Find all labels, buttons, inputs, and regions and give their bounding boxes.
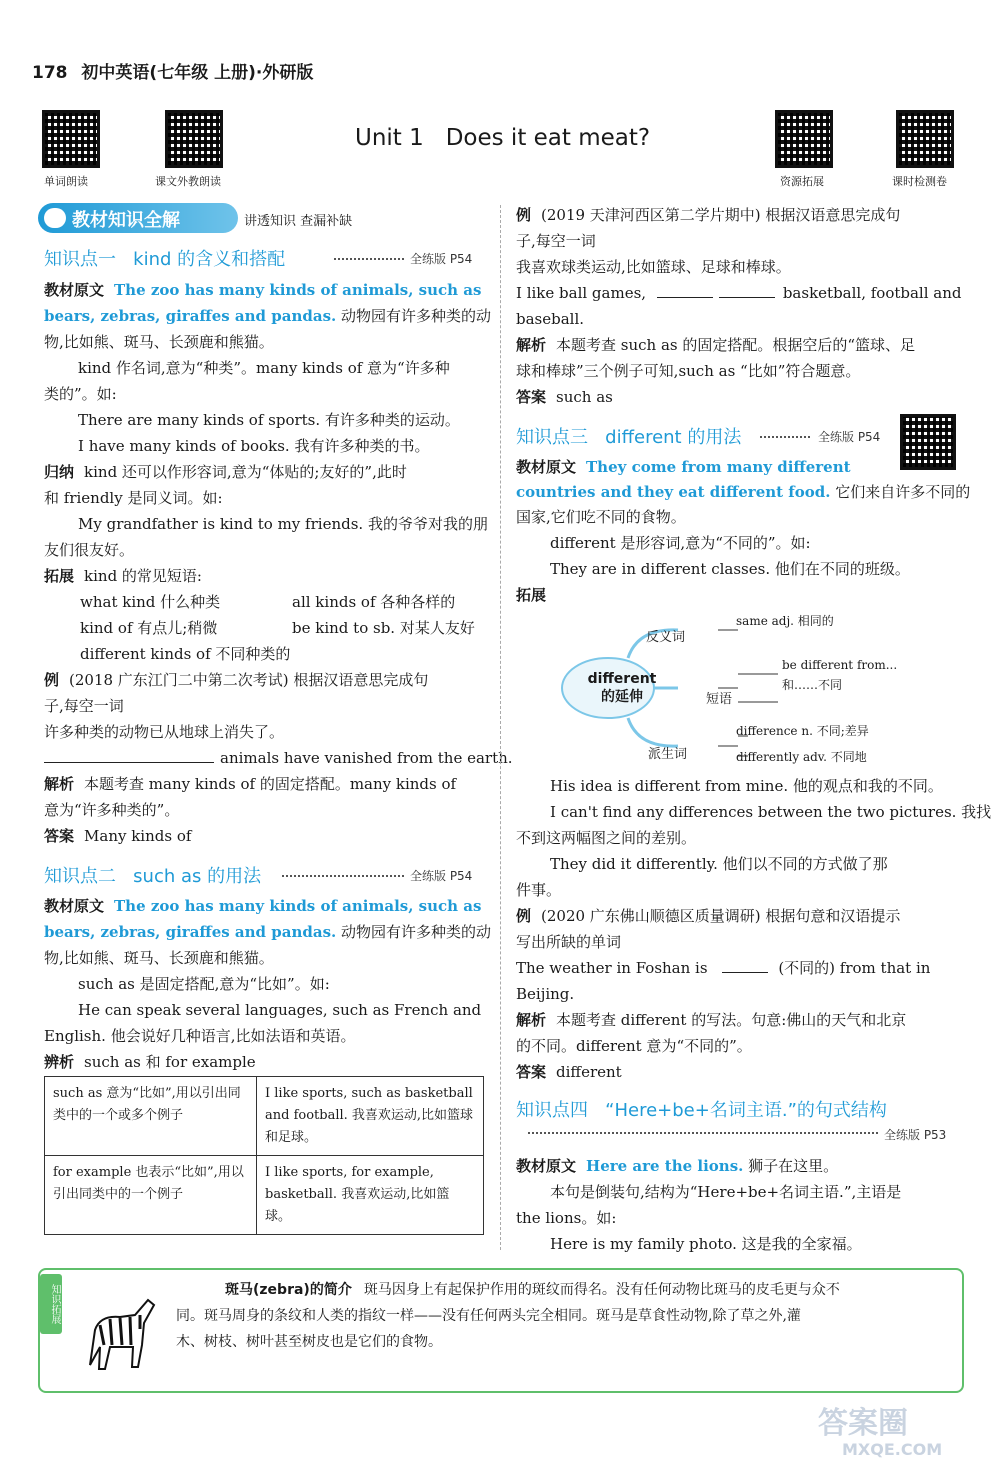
kp3-exercise: 例 (2020 广东佛山顺德区质量调研) 根据句意和汉语提示	[516, 907, 901, 925]
kp3-orig-line3: 国家,它们吃不同的食物。	[516, 508, 686, 526]
kp1-text: 和 friendly 是同义词。如:	[44, 489, 223, 507]
kp3-example: They are in different classes. 他们在不同的班级。	[550, 560, 910, 578]
zebra-icon	[70, 1285, 160, 1385]
mind-leaf: same adj. 相同的	[736, 614, 834, 628]
rt-text: 球和棒球”三个例子可知,such as “比如”符合题意。	[516, 362, 861, 380]
kp1-answer: 答案 Many kinds of	[44, 827, 192, 845]
phrase: all kinds of 各种各样的	[292, 593, 456, 611]
mind-center-line: 的延伸	[601, 689, 643, 705]
kp2-orig-line1: 教材原文 The zoo has many kinds of animals, such as	[44, 897, 482, 915]
kp1-text: 意为“许多种类的”。	[44, 801, 180, 819]
kp1-text: 许多种类的动物已从地球上消失了。	[44, 723, 285, 741]
watermark-url: MXQE.COM	[842, 1440, 943, 1459]
dotted-leader	[282, 875, 404, 877]
table-cell: I like sports, for example, basketball. 我喜欢运动,比如篮球。	[257, 1156, 484, 1235]
kp1-example: My grandfather is kind to my friends. 我的爷爷对我的朋	[78, 515, 488, 533]
rt-answer: 答案 such as	[516, 388, 613, 406]
kp4-ref: 全练版 P53	[884, 1128, 947, 1142]
mind-center-line: different	[587, 671, 657, 687]
kp1-text: kind 作名词,意为“种类”。many kinds of 意为“许多种	[78, 359, 450, 377]
kp3-example: I can't find any differences between the two pictures. 我找	[550, 803, 992, 821]
mind-branch: 反义词	[646, 630, 686, 645]
kp3-orig-line1: 教材原文 They come from many different	[516, 458, 851, 476]
kp3-text: 不到这两幅图之间的差别。	[516, 829, 697, 847]
kp2-example: English. 他会说好几种语言,比如法语和英语。	[44, 1027, 356, 1045]
mind-leaf: differently adv. 不同地	[736, 750, 867, 764]
kp3-ref: 全练版 P54	[818, 430, 881, 444]
qr-code-icon[interactable]	[42, 110, 100, 168]
kp1-text: 子,每空一词	[44, 697, 124, 715]
mind-branch: 派生词	[648, 747, 688, 762]
mind-branch: 短语	[706, 692, 733, 707]
table-row	[45, 1077, 484, 1156]
table-cell: I like sports, such as basketball and football. 我喜欢运动,比如篮球和足球。	[257, 1077, 484, 1156]
kp3-text: Beijing.	[516, 985, 575, 1003]
extension-line: 斑马(zebra)的简介 斑马因身上有起保护作用的斑纹而得名。没有任何动物比斑马的皮毛更与众不	[225, 1282, 840, 1298]
kp1-extension: 拓展 kind 的常见短语:	[44, 567, 202, 585]
kp1-example: There are many kinds of sports. 有许多种类的运动。	[78, 411, 460, 429]
dotted-leader	[528, 1132, 878, 1134]
qr-code-icon[interactable]	[900, 414, 956, 470]
rt-text: 子,每空一词	[516, 232, 596, 250]
watermark-logo: 答案圈	[818, 1406, 908, 1441]
dotted-leader	[334, 258, 404, 260]
kp1-analysis: 解析 本题考查 many kinds of 的固定搭配。many kinds of	[44, 775, 457, 793]
qr-label: 课文外教朗读	[155, 175, 221, 188]
rt-exercise: 例 (2019 天津河西区第二学片期中) 根据汉语意思完成句	[516, 206, 901, 224]
kp4-text: the lions。如:	[516, 1209, 617, 1227]
kp1-ref: 全练版 P54	[410, 252, 473, 266]
table-row	[45, 1156, 484, 1235]
kp1-orig-line1: 教材原文 The zoo has many kinds of animals, such as	[44, 281, 482, 299]
kp1-summary: 归纳 kind 还可以作形容词,意为“体贴的;友好的”,此时	[44, 463, 407, 481]
kp3-text: 件事。	[516, 881, 562, 899]
extension-title: 斑马(zebra)的简介	[225, 1282, 352, 1298]
phrase: kind of 有点儿;稍微	[80, 619, 218, 637]
extension-line: 木、树枝、树叶甚至树皮也是它们的食物。	[176, 1334, 442, 1350]
kp3-example: His idea is different from mine. 他的观点和我的不同。	[550, 777, 943, 795]
kp2-discrimination: 辨析 such as 和 for example	[44, 1053, 256, 1071]
phrase: different kinds of 不同种类的	[80, 645, 291, 663]
kp3-blank-line: The weather in Foshan is (不同的) from that in	[516, 959, 931, 977]
kp4-title: 知识点四 “Here+be+名词主语.”的句式结构	[516, 1100, 887, 1121]
rt-text: baseball.	[516, 310, 585, 328]
column-divider	[500, 205, 501, 1250]
mind-leaf: be different from...	[782, 658, 898, 672]
kp1-example: I have many kinds of books. 我有许多种类的书。	[78, 437, 430, 455]
rt-text: 我喜欢球类运动,比如篮球、足球和棒球。	[516, 258, 791, 276]
rt-blank-line: I like ball games, basketball, football and	[516, 284, 962, 302]
phrase: be kind to sb. 对某人友好	[292, 619, 475, 637]
table-cell: such as 意为“比如”,用以引出同类中的一个或多个例子	[45, 1077, 257, 1156]
qr-code-icon[interactable]	[896, 110, 954, 168]
kp3-analysis: 解析 本题考查 different 的写法。句意:佛山的天气和北京	[516, 1011, 907, 1029]
answer-blank[interactable]	[657, 282, 713, 298]
page-number: 178	[32, 63, 68, 83]
extension-line: 同。斑马周身的条纹和人类的指纹一样——没有任何两头完全相同。斑马是草食性动物,除了草之外,灌	[176, 1308, 801, 1324]
kp3-answer: 答案 different	[516, 1063, 622, 1081]
answer-blank[interactable]	[722, 957, 768, 973]
kp2-example: He can speak several languages, such as French and	[78, 1001, 482, 1019]
kp2-text: such as 是固定搭配,意为“比如”。如:	[78, 975, 330, 993]
kp3-example: They did it differently. 他们以不同的方式做了那	[550, 855, 888, 873]
qr-code-icon[interactable]	[775, 110, 833, 168]
kp1-orig-line3: 物,比如熊、斑马、长颈鹿和熊猫。	[44, 333, 274, 351]
kp1-exercise: 例 (2018 广东江门二中第二次考试) 根据汉语意思完成句	[44, 671, 429, 689]
kp3-extension-tag: 拓展	[516, 586, 547, 604]
extension-side-label: 知识拓展	[40, 1274, 62, 1334]
answer-blank[interactable]	[719, 282, 775, 298]
rt-analysis: 解析 本题考查 such as 的固定搭配。根据空后的“篮球、足	[516, 336, 916, 354]
answer-blank[interactable]	[44, 747, 214, 763]
kp4-orig: 教材原文 Here are the lions. 狮子在这里。	[516, 1157, 839, 1175]
cloud-icon	[44, 208, 66, 228]
kp4-example: Here is my family photo. 这是我的全家福。	[550, 1235, 862, 1253]
qr-code-icon[interactable]	[165, 110, 223, 168]
section-subtitle: 讲透知识 查漏补缺	[244, 214, 353, 229]
dotted-leader	[760, 436, 810, 438]
kp2-orig-line2: bears, zebras, giraffes and pandas. 动物园有许多种类的动	[44, 923, 492, 941]
kp2-orig-line3: 物,比如熊、斑马、长颈鹿和熊猫。	[44, 949, 274, 967]
kp1-title: 知识点一 kind 的含义和搭配	[44, 249, 286, 270]
kp1-blank-line: animals have vanished from the earth.	[44, 746, 513, 770]
qr-label: 课时检测卷	[892, 175, 947, 188]
kp2-ref: 全练版 P54	[410, 869, 473, 883]
kp3-text: 的不同。different 意为“不同的”。	[516, 1037, 752, 1055]
kp1-text: 友们很友好。	[44, 541, 135, 559]
mind-center	[572, 670, 672, 706]
phrase: what kind 什么种类	[80, 593, 221, 611]
comparison-table	[44, 1076, 484, 1235]
kp2-title: 知识点二 such as 的用法	[44, 866, 262, 887]
kp1-text: 类的”。如:	[44, 385, 117, 403]
section-title: 教材知识全解	[72, 210, 180, 231]
kp3-orig-line2: countries and they eat different food. 它们来自许多不同的	[516, 483, 971, 501]
table-cell: for example 也表示“比如”,用以引出同类中的一个例子	[45, 1156, 257, 1235]
section-banner	[38, 203, 238, 233]
mind-leaf: difference n. 不同;差异	[736, 724, 869, 738]
kp1-orig-line2: bears, zebras, giraffes and pandas. 动物园有许多种类的动	[44, 307, 492, 325]
page-header	[32, 58, 313, 83]
qr-label: 单词朗读	[44, 175, 88, 188]
qr-label: 资源拓展	[780, 175, 824, 188]
kp4-text: 本句是倒装句,结构为“Here+be+名词主语.”,主语是	[550, 1183, 902, 1201]
book-title: 初中英语(七年级 上册)·外研版	[81, 63, 314, 83]
mind-leaf: 和……不同	[782, 678, 843, 692]
kp3-text: different 是形容词,意为“不同的”。如:	[550, 534, 811, 552]
unit-title: Unit 1 Does it eat meat?	[355, 125, 651, 151]
kp3-title: 知识点三 different 的用法	[516, 427, 742, 448]
kp3-text: 写出所缺的单词	[516, 933, 622, 951]
